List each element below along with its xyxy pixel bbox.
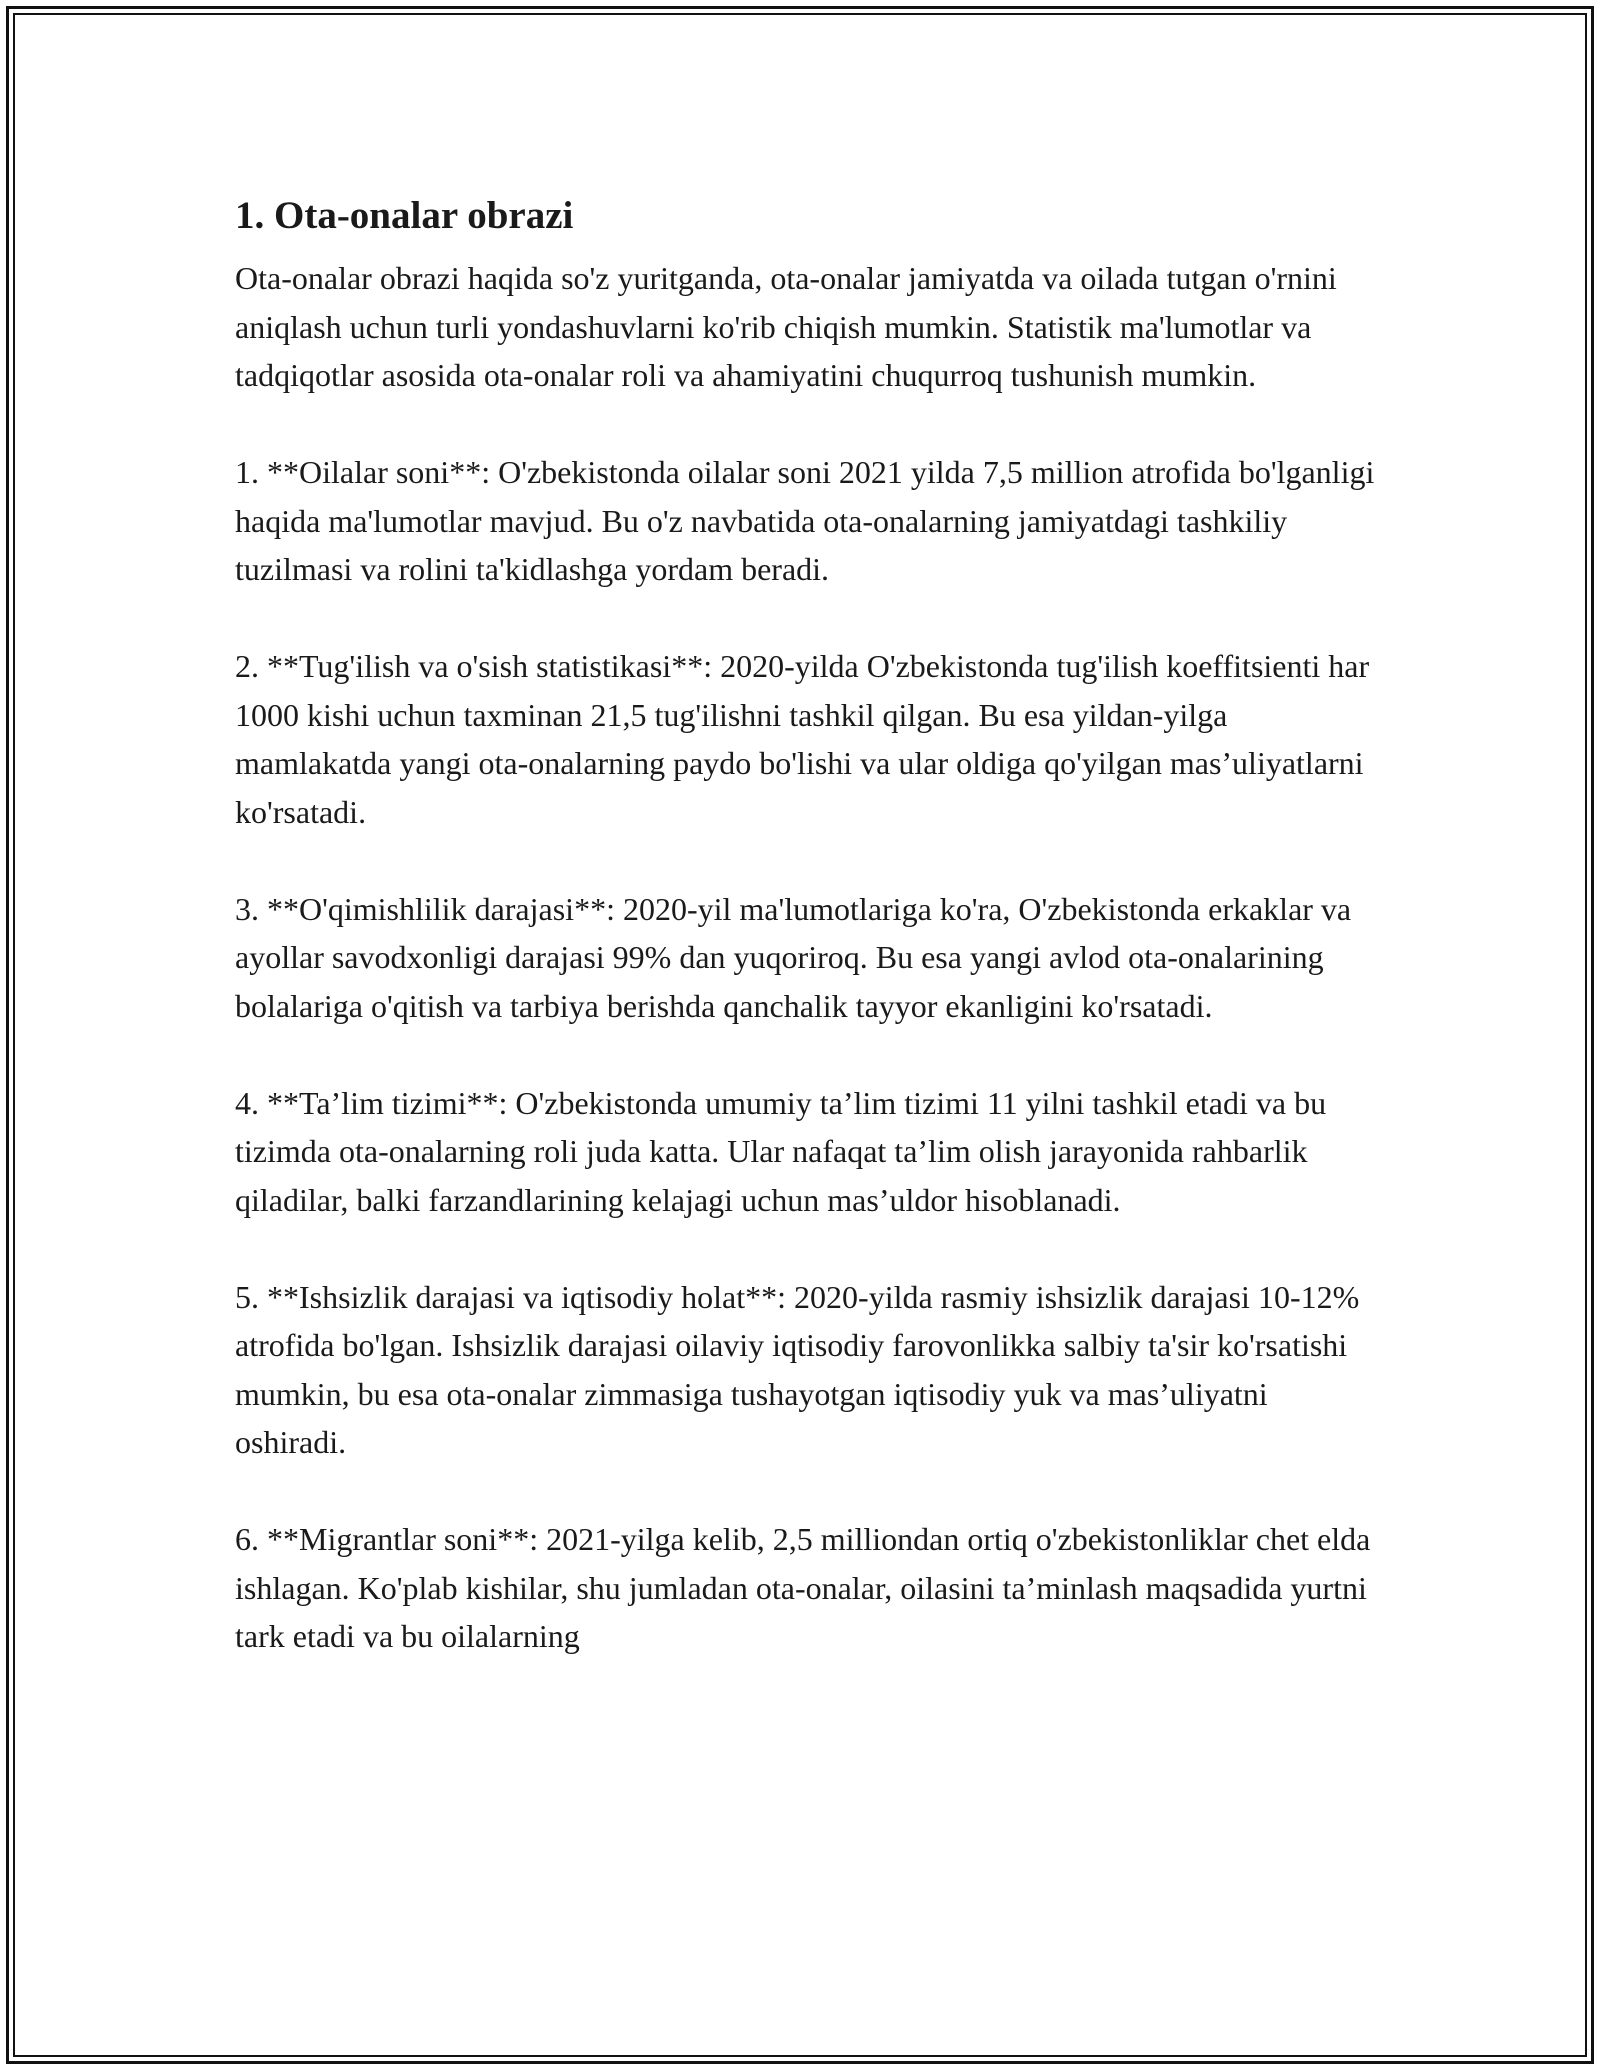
list-item-migrants: 6. **Migrantlar soni**: 2021-yilga kelib, 2,5 milliondan ortiq o'zbekistonliklar chet elda ishlagan. Ko'plab kishilar, shu jumladan ota-onalar, oilasini ta’minlash maqsadida yurtni tark etadi va bu oilalarning [235,1521,1371,1654]
list-item-birth-statistics: 2. **Tug'ilish va o'sish statistikasi**: 2020-yilda O'zbekistonda tug'ilish koeffitsienti har 1000 kishi uchun taxminan 21,5 tug'ilishni tashkil qilgan. Bu esa yildan-yilga mamlakatda yangi ota-onalarning paydo bo'lishi va ular oldiga qo'yilgan mas’uliyatlarni ko'rsatadi. [235,648,1370,830]
intro-paragraph: Ota-onalar obrazi haqida so'z yuritganda, ota-onalar jamiyatda va oilada tutgan o'rnini aniqlash uchun turli yondashuvlarni ko'rib chiqish mumkin. Statistik ma'lumotlar va tadqiqotlar asosida ota-onalar roli va ahamiyatini chuqurroq tushunish mumkin. [235,260,1337,393]
list-item-unemployment: 5. **Ishsizlik darajasi va iqtisodiy holat**: 2020-yilda rasmiy ishsizlik darajasi 10-12% atrofida bo'lgan. Ishsizlik darajasi oilaviy iqtisodiy farovonlikka salbiy ta'sir ko'rsatishi mumkin, bu esa ota-onalar zimmasiga tushayotgan iqtisodiy yuk va mas’uliyatni oshiradi. [235,1278,1360,1460]
document-body [235,186,1380,1661]
list-item-literacy-level: 3. **O'qimishlilik darajasi**: 2020-yil ma'lumotlariga ko'ra, O'zbekistonda erkaklar va ayollar savodxonligi darajasi 99% dan yuqoriroq. Bu esa yangi avlod ota-onalarining bolalariga o'qitish va tarbiya berishda qanchalik tayyor ekanligini ko'rsatadi. [235,890,1352,1024]
list-item-education-system: 4. **Ta’lim tizimi**: O'zbekistonda umumiy ta’lim tizimi 11 yilni tashkil etadi va bu tizimda ota-onalarning roli juda katta. Ular nafaqat ta’lim olish jarayonida rahbarlik qiladilar, balki farzandlarining kelajagi uchun mas’uldor hisoblanadi. [235,1084,1327,1218]
list-item-families-count: 1. **Oilalar soni**: O'zbekistonda oilalar soni 2021 yilda 7,5 million atrofida bo'lganligi haqida ma'lumotlar mavjud. Bu o'z navbatida ota-onalarning jamiyatdagi tashkiliy tuzilmasi va rolini ta'kidlashga yordam beradi. [235,454,1375,587]
section-heading: 1. Ota-onalar obrazi [235,194,574,237]
